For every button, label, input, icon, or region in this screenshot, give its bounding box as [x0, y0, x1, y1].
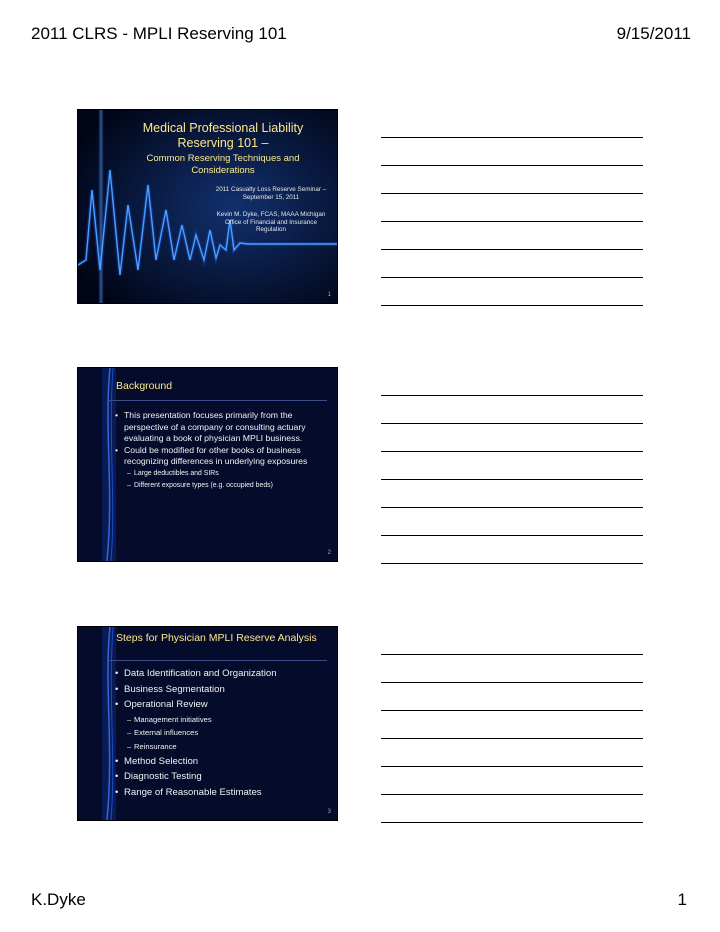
sub-bullet-item: – Reinsurance [114, 740, 329, 754]
note-line [381, 165, 643, 166]
slide-3-bullets [114, 666, 329, 800]
note-line [381, 710, 643, 711]
slide-3-number: 3 [327, 809, 331, 815]
bullet-item: • Could be modified for other books of business recognizing differences in underlying exposures [114, 445, 329, 468]
slide-1-seminar: 2011 Casualty Loss Reserve Seminar – September 15, 2011 [215, 186, 327, 201]
slide-1-title: Medical Professional Liability Reserving 101 – [142, 121, 304, 150]
slide-2-title-rule [108, 400, 327, 401]
sub-bullet-item: – Management initiatives [114, 713, 329, 727]
note-line [381, 221, 643, 222]
slide-1-number: 1 [327, 292, 331, 298]
header-title: 2011 CLRS - MPLI Reserving 101 [31, 24, 287, 43]
note-line [381, 654, 643, 655]
bullet-item: • Method Selection [114, 754, 329, 770]
slide-2-bullets [114, 410, 329, 491]
note-line [381, 249, 643, 250]
note-line [381, 507, 643, 508]
note-line [381, 305, 643, 306]
slide-2-title: Background [116, 380, 173, 392]
bullet-item: • This presentation focuses primarily from the perspective of a company or consulting actuary evaluating a book of physician MPLI business. [114, 410, 329, 445]
note-line [381, 423, 643, 424]
slide-2-number: 2 [327, 550, 331, 556]
header-date: 9/15/2011 [616, 24, 691, 43]
slide-1-subtitle: Common Reserving Techniques and Considerations [146, 153, 300, 176]
note-line [381, 738, 643, 739]
bullet-item: • Business Segmentation [114, 682, 329, 698]
bullet-item: • Range of Reasonable Estimates [114, 785, 329, 801]
note-line [381, 193, 643, 194]
note-line [381, 535, 643, 536]
sub-bullet-item: – Large deductibles and SIRs [114, 468, 329, 480]
note-line [381, 479, 643, 480]
note-line [381, 766, 643, 767]
slide-1 [77, 109, 338, 304]
note-line [381, 137, 643, 138]
note-line [381, 822, 643, 823]
slide-1-presenter: Kevin M. Dyke, FCAS, MAAA Michigan Office of Financial and Insurance Regulation [216, 211, 326, 233]
bullet-item: • Data Identification and Organization [114, 666, 329, 682]
slide-3-title-rule [108, 660, 327, 661]
bullet-item: • Operational Review [114, 697, 329, 713]
footer-author: K.Dyke [31, 890, 86, 909]
slide-3-title: Steps for Physician MPLI Reserve Analysis [116, 632, 317, 644]
note-line [381, 563, 643, 564]
footer-page-number: 1 [677, 890, 687, 909]
note-line [381, 395, 643, 396]
note-line [381, 682, 643, 683]
note-line [381, 794, 643, 795]
slide-2 [77, 367, 338, 562]
note-line [381, 451, 643, 452]
note-line [381, 277, 643, 278]
sub-bullet-item: – External influences [114, 726, 329, 740]
slide-3 [77, 626, 338, 821]
bullet-item: • Diagnostic Testing [114, 769, 329, 785]
sub-bullet-item: – Different exposure types (e.g. occupied beds) [114, 480, 329, 492]
